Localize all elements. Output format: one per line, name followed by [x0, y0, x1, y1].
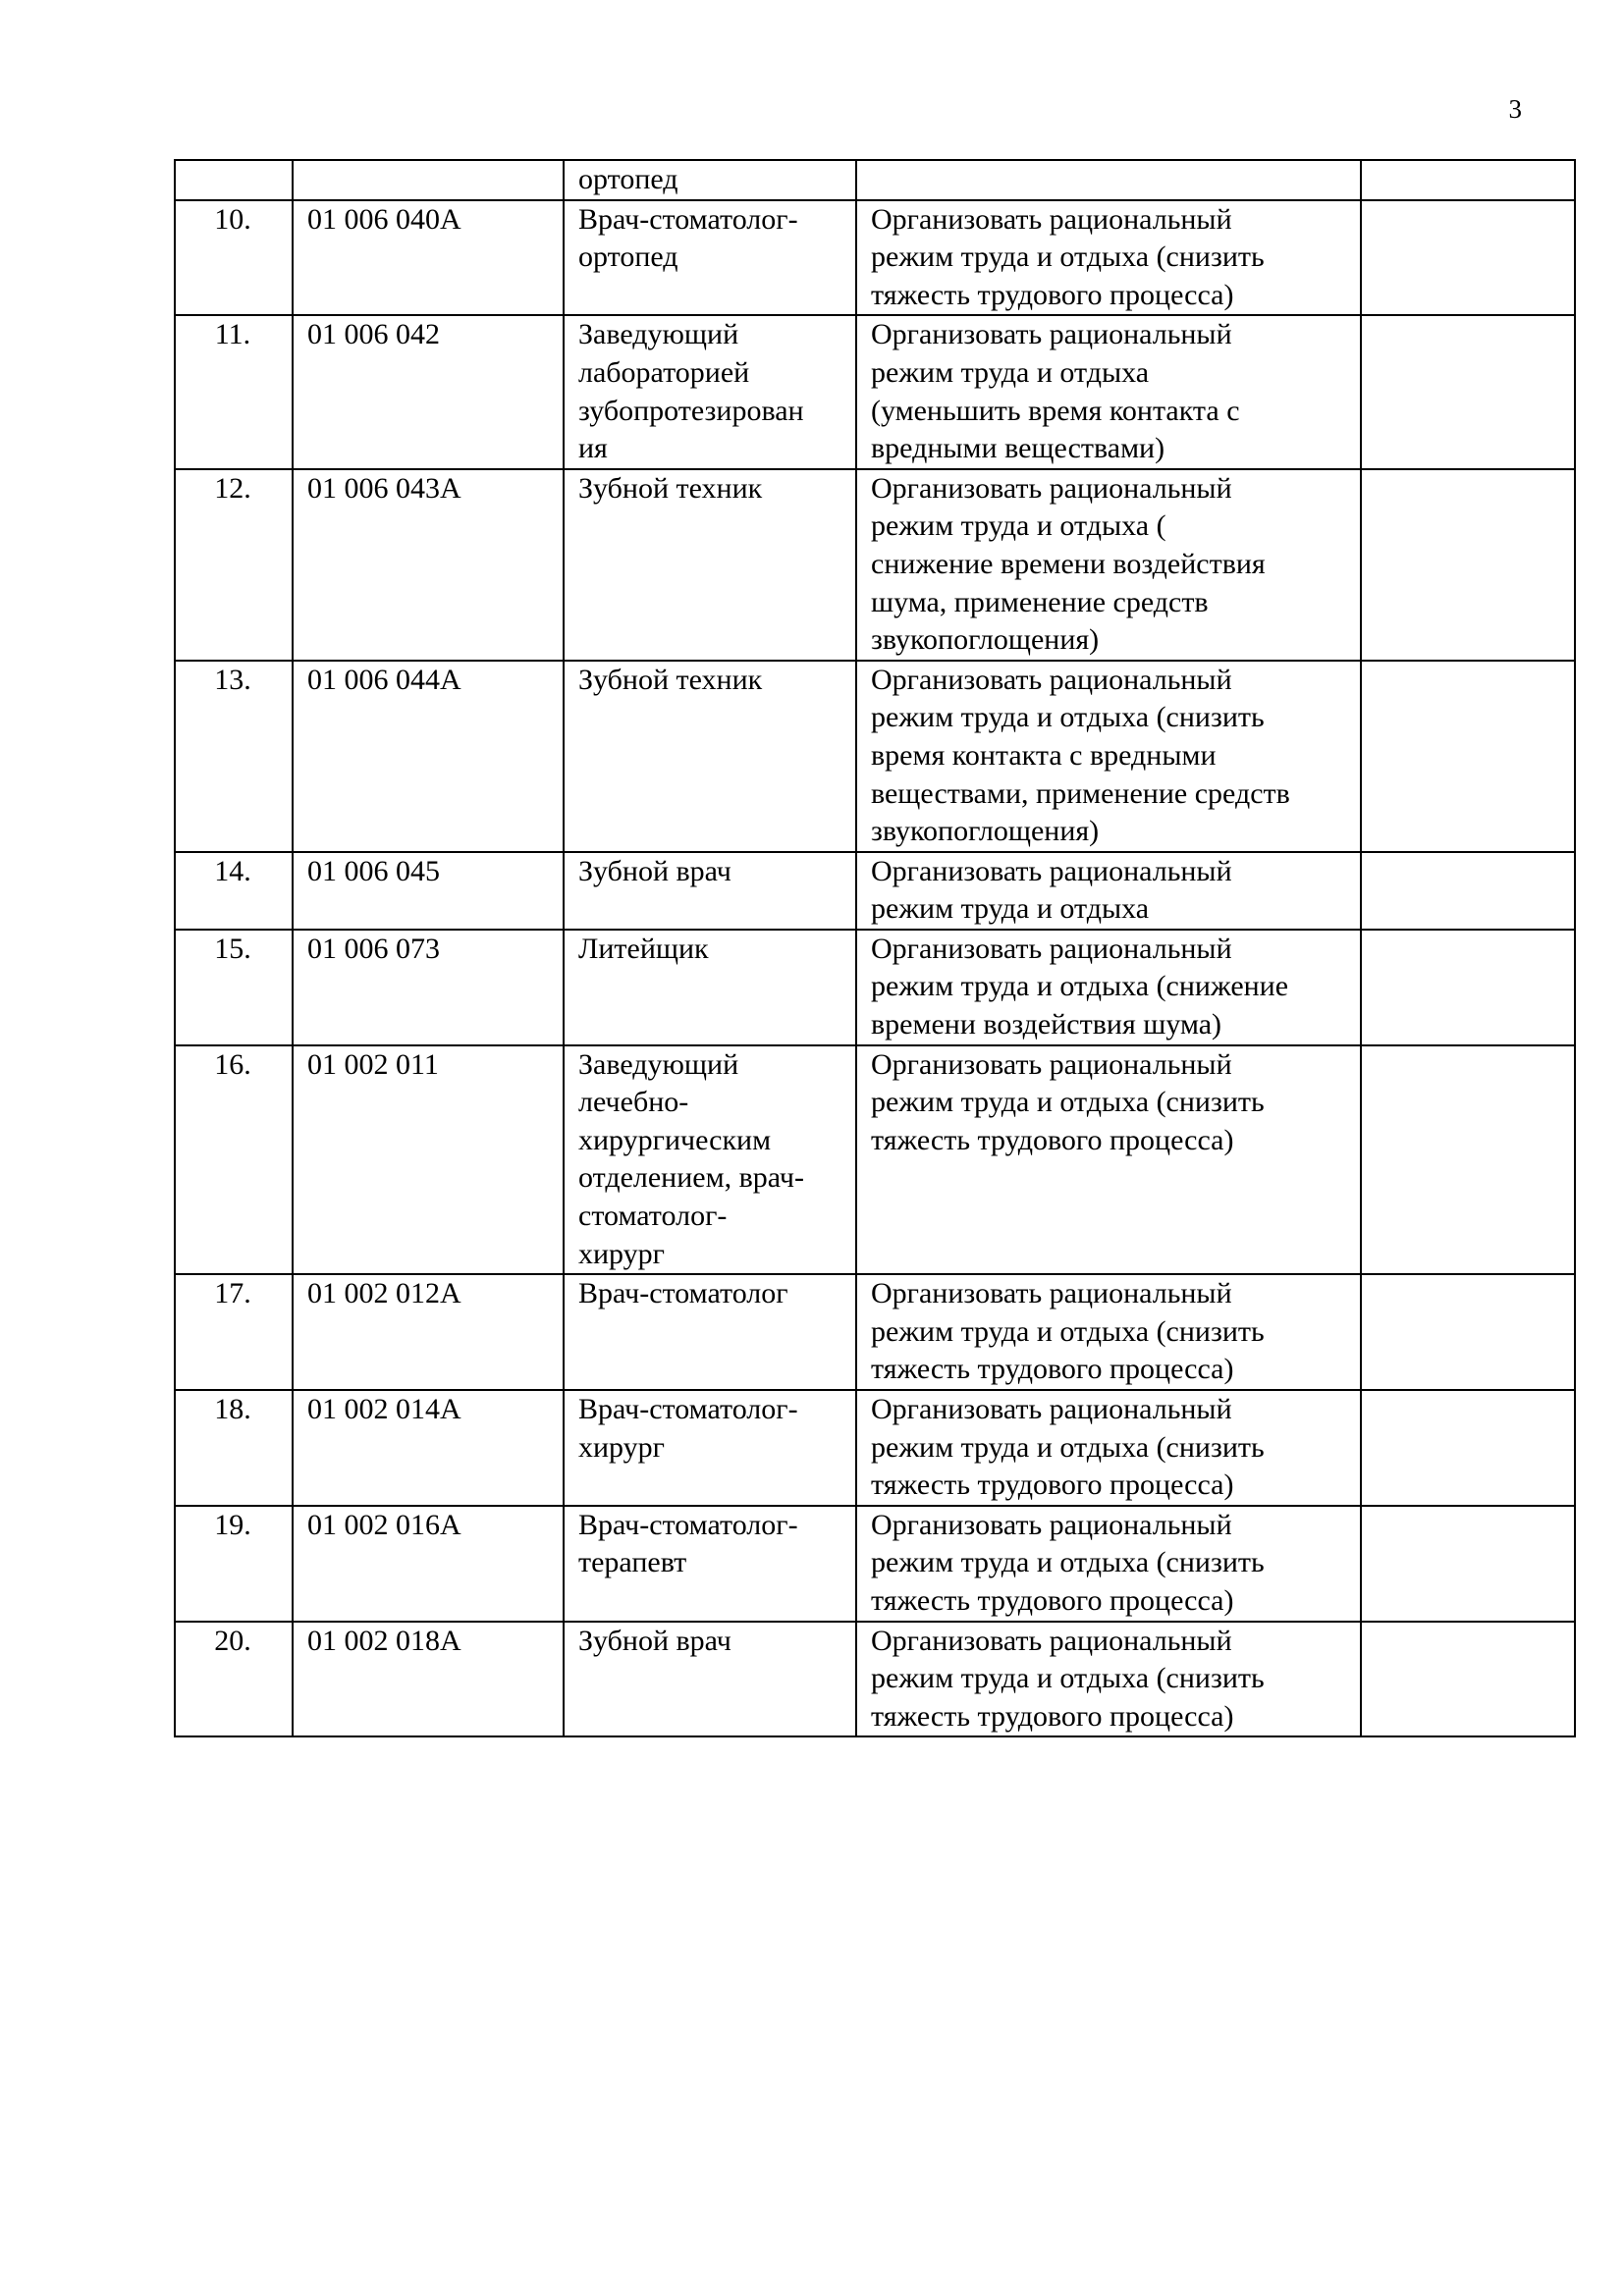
row-number-cell: 11. [175, 315, 293, 468]
workplace-code-cell: 01 006 043А [293, 469, 564, 661]
workplace-code-cell: 01 002 014А [293, 1390, 564, 1506]
position-name-cell: Литейщик [564, 930, 856, 1045]
table-row [175, 1506, 1575, 1622]
workplace-code-cell: 01 006 040А [293, 200, 564, 316]
table-row [175, 930, 1575, 1045]
position-name-cell: Зубной техник [564, 469, 856, 661]
table-row [175, 469, 1575, 661]
position-name-cell: Врач-стоматолог- хирург [564, 1390, 856, 1506]
workplace-code-cell: 01 002 011 [293, 1045, 564, 1275]
table-row [175, 1390, 1575, 1506]
table-row [175, 1622, 1575, 1737]
row-number-cell: 10. [175, 200, 293, 316]
extra-cell [1361, 1390, 1575, 1506]
measure-cell: Организовать рациональный режим труда и отдыха (снизить время контакта с вредными веществами, применение средств звукопоглощения) [856, 661, 1361, 852]
measure-cell: Организовать рациональный режим труда и отдыха (снизить тяжесть трудового процесса) [856, 1274, 1361, 1390]
measure-cell: Организовать рациональный режим труда и отдыха (снижение времени воздействия шума) [856, 930, 1361, 1045]
position-name-cell: Врач-стоматолог [564, 1274, 856, 1390]
row-number-cell: 17. [175, 1274, 293, 1390]
measure-cell: Организовать рациональный режим труда и отдыха ( снижение времени воздействия шума, применение средств звукопоглощения) [856, 469, 1361, 661]
measure-cell: Организовать рациональный режим труда и отдыха (снизить тяжесть трудового процесса) [856, 1390, 1361, 1506]
page-number: 3 [1508, 94, 1522, 124]
measure-cell: Организовать рациональный режим труда и отдыха (снизить тяжесть трудового процесса) [856, 1622, 1361, 1737]
workplace-code-cell [293, 160, 564, 200]
table-row-continuation [175, 160, 1575, 200]
position-name-cell: ортопед [564, 160, 856, 200]
measure-cell: Организовать рациональный режим труда и отдыха (снизить тяжесть трудового процесса) [856, 200, 1361, 316]
position-name-cell: Врач-стоматолог- ортопед [564, 200, 856, 316]
table-row [175, 661, 1575, 852]
extra-cell [1361, 852, 1575, 930]
workplace-code-cell: 01 002 018А [293, 1622, 564, 1737]
measures-table [174, 159, 1576, 1737]
table-row [175, 1045, 1575, 1275]
workplace-code-cell: 01 006 073 [293, 930, 564, 1045]
extra-cell [1361, 469, 1575, 661]
extra-cell [1361, 315, 1575, 468]
position-name-cell: Зубной врач [564, 1622, 856, 1737]
row-number-cell: 13. [175, 661, 293, 852]
workplace-code-cell: 01 002 012А [293, 1274, 564, 1390]
table-body [175, 160, 1575, 1736]
measure-cell: Организовать рациональный режим труда и отдыха (снизить тяжесть трудового процесса) [856, 1506, 1361, 1622]
measure-cell: Организовать рациональный режим труда и отдыха [856, 852, 1361, 930]
extra-cell [1361, 661, 1575, 852]
workplace-code-cell: 01 006 045 [293, 852, 564, 930]
row-number-cell: 15. [175, 930, 293, 1045]
position-name-cell: Врач-стоматолог- терапевт [564, 1506, 856, 1622]
row-number-cell: 18. [175, 1390, 293, 1506]
table-row [175, 315, 1575, 468]
extra-cell [1361, 1274, 1575, 1390]
extra-cell [1361, 1045, 1575, 1275]
row-number-cell: 19. [175, 1506, 293, 1622]
measure-cell: Организовать рациональный режим труда и отдыха (уменьшить время контакта с вредными веществами) [856, 315, 1361, 468]
workplace-code-cell: 01 002 016А [293, 1506, 564, 1622]
extra-cell [1361, 1506, 1575, 1622]
row-number-cell: 16. [175, 1045, 293, 1275]
row-number-cell: 20. [175, 1622, 293, 1737]
position-name-cell: Зубной врач [564, 852, 856, 930]
workplace-code-cell: 01 006 042 [293, 315, 564, 468]
position-name-cell: Заведующий лабораторией зубопротезирован ия [564, 315, 856, 468]
position-name-cell: Зубной техник [564, 661, 856, 852]
extra-cell [1361, 200, 1575, 316]
table-row [175, 1274, 1575, 1390]
extra-cell [1361, 930, 1575, 1045]
table-row [175, 852, 1575, 930]
measure-cell [856, 160, 1361, 200]
extra-cell [1361, 160, 1575, 200]
extra-cell [1361, 1622, 1575, 1737]
table-row [175, 200, 1575, 316]
row-number-cell: 12. [175, 469, 293, 661]
position-name-cell: Заведующий лечебно- хирургическим отделением, врач- стоматолог- хирург [564, 1045, 856, 1275]
row-number-cell: 14. [175, 852, 293, 930]
row-number-cell [175, 160, 293, 200]
measure-cell: Организовать рациональный режим труда и отдыха (снизить тяжесть трудового процесса) [856, 1045, 1361, 1275]
workplace-code-cell: 01 006 044А [293, 661, 564, 852]
